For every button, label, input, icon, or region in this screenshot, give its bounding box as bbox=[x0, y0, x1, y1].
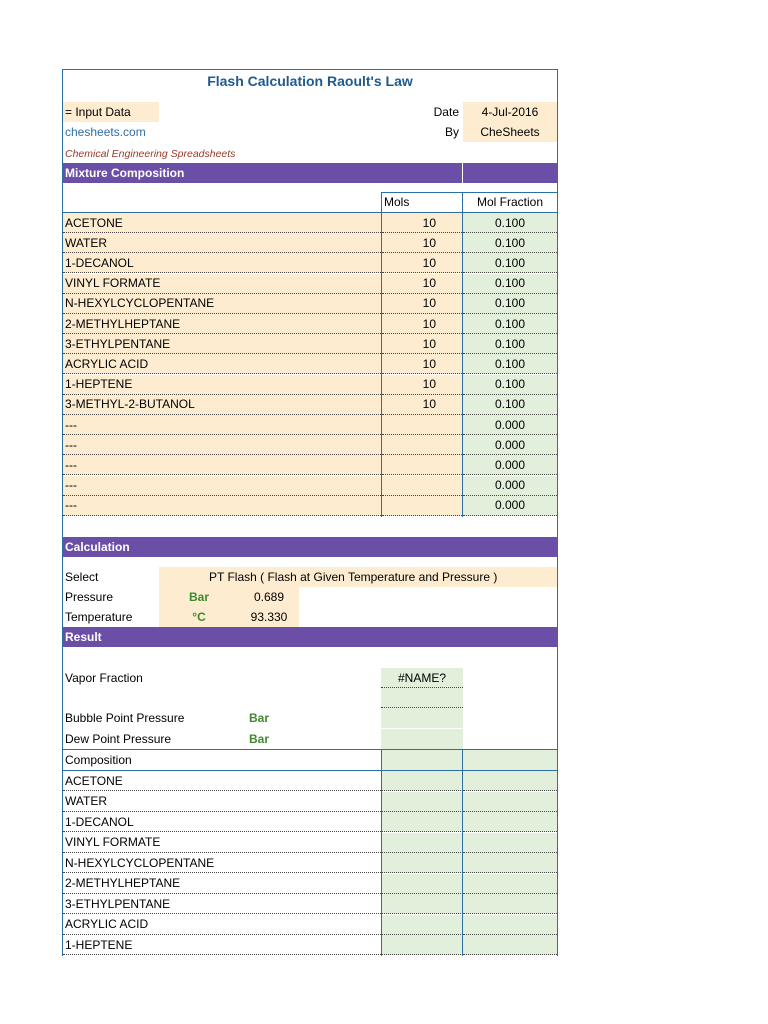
composition-liquid-value bbox=[381, 771, 463, 791]
component-mols[interactable]: 10 bbox=[382, 354, 462, 374]
composition-component-name: N-HEXYLCYCLOPENTANE bbox=[63, 853, 381, 873]
composition-vapor-value bbox=[463, 894, 557, 914]
composition-vapor-value bbox=[463, 853, 557, 873]
vapor-fraction-value: #NAME? bbox=[381, 668, 463, 688]
component-name[interactable]: --- bbox=[63, 496, 381, 516]
mixture-row bbox=[63, 294, 557, 314]
temperature-row bbox=[63, 607, 557, 627]
dew-point-label: Dew Point Pressure bbox=[65, 732, 172, 746]
tagline-row bbox=[63, 146, 557, 162]
mixture-band bbox=[63, 163, 557, 183]
component-name[interactable]: 3-METHYL-2-BUTANOL bbox=[63, 395, 381, 415]
component-mol-fraction: 0.000 bbox=[463, 496, 557, 516]
component-mols[interactable] bbox=[382, 435, 462, 455]
vapor-fraction-spacer bbox=[381, 688, 463, 708]
component-mols[interactable] bbox=[382, 455, 462, 475]
composition-row bbox=[63, 792, 557, 812]
header-row-1 bbox=[63, 102, 557, 122]
component-mol-fraction: 0.100 bbox=[463, 213, 557, 233]
component-mols[interactable] bbox=[382, 496, 462, 516]
composition-vapor-value bbox=[463, 833, 557, 853]
composition-row bbox=[63, 935, 557, 955]
dew-point-value bbox=[381, 729, 463, 749]
mixture-row bbox=[63, 476, 557, 496]
mixture-vline-1 bbox=[381, 192, 382, 517]
composition-vapor-value bbox=[463, 915, 557, 935]
composition-component-name: ACETONE bbox=[63, 771, 381, 791]
bubble-point-label: Bubble Point Pressure bbox=[65, 711, 185, 725]
composition-label: Composition bbox=[65, 753, 132, 767]
by-label: By bbox=[444, 125, 459, 139]
component-mol-fraction: 0.100 bbox=[463, 375, 557, 395]
composition-header-vapor bbox=[463, 750, 557, 770]
component-mols[interactable]: 10 bbox=[382, 274, 462, 294]
component-name[interactable]: --- bbox=[63, 476, 381, 496]
composition-liquid-value bbox=[381, 874, 463, 894]
composition-liquid-value bbox=[381, 812, 463, 832]
temperature-input[interactable]: 93.330 bbox=[239, 607, 299, 627]
component-mols[interactable]: 10 bbox=[382, 314, 462, 334]
sheet-title: Flash Calculation Raoult's Law bbox=[207, 73, 413, 89]
pressure-label: Pressure bbox=[65, 590, 114, 604]
date-label: Date bbox=[433, 105, 459, 119]
composition-header-row bbox=[63, 750, 557, 770]
header-row-2 bbox=[63, 122, 557, 142]
component-name[interactable]: --- bbox=[63, 415, 381, 435]
bubble-point-value bbox=[381, 708, 463, 728]
dew-point-unit: Bar bbox=[249, 732, 270, 746]
mixture-row bbox=[63, 233, 557, 253]
composition-vapor-value bbox=[463, 792, 557, 812]
mixture-row bbox=[63, 213, 557, 233]
component-mols[interactable]: 10 bbox=[382, 213, 462, 233]
component-mol-fraction: 0.100 bbox=[463, 334, 557, 354]
composition-liquid-value bbox=[381, 894, 463, 914]
component-mol-fraction: 0.100 bbox=[463, 253, 557, 273]
component-mol-fraction: 0.100 bbox=[463, 354, 557, 374]
tagline: Chemical Engineering Spreadsheets bbox=[65, 148, 236, 160]
mixture-section-label: Mixture Composition bbox=[65, 166, 185, 180]
temperature-unit[interactable]: °C bbox=[159, 607, 239, 627]
component-mols[interactable]: 10 bbox=[382, 375, 462, 395]
component-mols[interactable]: 10 bbox=[382, 253, 462, 273]
component-mols[interactable]: 10 bbox=[382, 334, 462, 354]
composition-row bbox=[63, 833, 557, 853]
mixture-row bbox=[63, 395, 557, 415]
component-mols[interactable] bbox=[382, 476, 462, 496]
vapor-fraction-row bbox=[63, 668, 557, 688]
component-mol-fraction: 0.000 bbox=[463, 476, 557, 496]
composition-liquid-value bbox=[381, 935, 463, 955]
band-divider bbox=[462, 163, 463, 183]
composition-component-name: WATER bbox=[63, 792, 381, 812]
mixture-vline-2 bbox=[462, 192, 463, 517]
composition-vapor-value bbox=[463, 874, 557, 894]
mixture-row bbox=[63, 334, 557, 354]
composition-row bbox=[63, 874, 557, 894]
pressure-unit[interactable]: Bar bbox=[159, 587, 239, 607]
input-data-legend: = Input Data bbox=[63, 102, 159, 122]
component-name[interactable]: N-HEXYLCYCLOPENTANE bbox=[63, 294, 381, 314]
composition-liquid-value bbox=[381, 792, 463, 812]
dew-point-row bbox=[63, 729, 557, 749]
site-link[interactable]: chesheets.com bbox=[65, 125, 146, 139]
select-row bbox=[63, 567, 557, 587]
mixture-row bbox=[63, 274, 557, 294]
composition-component-name: 2-METHYLHEPTANE bbox=[63, 874, 381, 894]
composition-component-name: 1-DECANOL bbox=[63, 812, 381, 832]
composition-row bbox=[63, 771, 557, 791]
composition-liquid-value bbox=[381, 833, 463, 853]
component-mol-fraction: 0.000 bbox=[463, 435, 557, 455]
pressure-input[interactable]: 0.689 bbox=[239, 587, 299, 607]
composition-row bbox=[63, 853, 557, 873]
result-section-label: Result bbox=[65, 630, 102, 644]
composition-header-liquid bbox=[381, 750, 463, 770]
spreadsheet bbox=[62, 69, 558, 956]
composition-vline-2 bbox=[462, 750, 463, 956]
composition-row bbox=[63, 812, 557, 832]
composition-liquid-value bbox=[381, 915, 463, 935]
composition-vapor-value bbox=[463, 812, 557, 832]
component-name[interactable]: --- bbox=[63, 435, 381, 455]
mixture-row bbox=[63, 375, 557, 395]
composition-vline-1 bbox=[381, 750, 382, 956]
component-name[interactable]: 3-ETHYLPENTANE bbox=[63, 334, 381, 354]
col-mols: Mols bbox=[384, 195, 410, 209]
by-value[interactable]: CheSheets bbox=[463, 122, 557, 142]
date-value[interactable]: 4-Jul-2016 bbox=[463, 102, 557, 122]
mixture-row bbox=[63, 314, 557, 334]
composition-vapor-value bbox=[463, 771, 557, 791]
component-mol-fraction: 0.100 bbox=[463, 274, 557, 294]
mixture-row bbox=[63, 435, 557, 455]
component-mols[interactable] bbox=[382, 415, 462, 435]
component-mol-fraction: 0.100 bbox=[463, 294, 557, 314]
composition-liquid-value bbox=[381, 853, 463, 873]
component-mols[interactable]: 10 bbox=[382, 294, 462, 314]
component-name[interactable]: 1-DECANOL bbox=[63, 253, 381, 273]
composition-component-name: ACRYLIC ACID bbox=[63, 915, 381, 935]
component-mol-fraction: 0.100 bbox=[463, 233, 557, 253]
mixture-row bbox=[63, 415, 557, 435]
composition-component-name: 1-HEPTENE bbox=[63, 935, 381, 955]
component-name[interactable]: --- bbox=[63, 455, 381, 475]
component-mol-fraction: 0.100 bbox=[463, 314, 557, 334]
flash-type-select[interactable]: PT Flash ( Flash at Given Temperature and Pressure ) bbox=[159, 567, 557, 587]
mixture-row bbox=[63, 354, 557, 374]
composition-row bbox=[63, 894, 557, 914]
mixture-header-row bbox=[63, 192, 557, 212]
component-name[interactable]: 2-METHYLHEPTANE bbox=[63, 314, 381, 334]
mixture-row bbox=[63, 496, 557, 516]
component-mol-fraction: 0.000 bbox=[463, 455, 557, 475]
mixture-row bbox=[63, 455, 557, 475]
pressure-row bbox=[63, 587, 557, 607]
vapor-fraction-label: Vapor Fraction bbox=[65, 671, 143, 685]
component-name[interactable]: VINYL FORMATE bbox=[63, 274, 381, 294]
result-band bbox=[63, 627, 557, 647]
component-mol-fraction: 0.100 bbox=[463, 395, 557, 415]
component-name[interactable]: 1-HEPTENE bbox=[63, 375, 381, 395]
composition-vapor-value bbox=[463, 935, 557, 955]
composition-component-name: 3-ETHYLPENTANE bbox=[63, 894, 381, 914]
mixture-row bbox=[63, 253, 557, 273]
header-top-line bbox=[381, 192, 557, 193]
component-mol-fraction: 0.000 bbox=[463, 415, 557, 435]
title-row bbox=[63, 70, 557, 92]
component-name[interactable]: WATER bbox=[63, 233, 381, 253]
component-name[interactable]: ACRYLIC ACID bbox=[63, 354, 381, 374]
select-label: Select bbox=[65, 570, 99, 584]
temperature-label: Temperature bbox=[65, 610, 133, 624]
bubble-point-unit: Bar bbox=[249, 711, 270, 725]
bubble-point-row bbox=[63, 708, 557, 728]
composition-row bbox=[63, 915, 557, 935]
col-mol-fraction: Mol Fraction bbox=[476, 195, 544, 209]
calculation-section-label: Calculation bbox=[65, 540, 130, 554]
component-name[interactable]: ACETONE bbox=[63, 213, 381, 233]
composition-component-name: VINYL FORMATE bbox=[63, 833, 381, 853]
calculation-band bbox=[63, 537, 557, 557]
component-mols[interactable]: 10 bbox=[382, 395, 462, 415]
component-mols[interactable]: 10 bbox=[382, 233, 462, 253]
